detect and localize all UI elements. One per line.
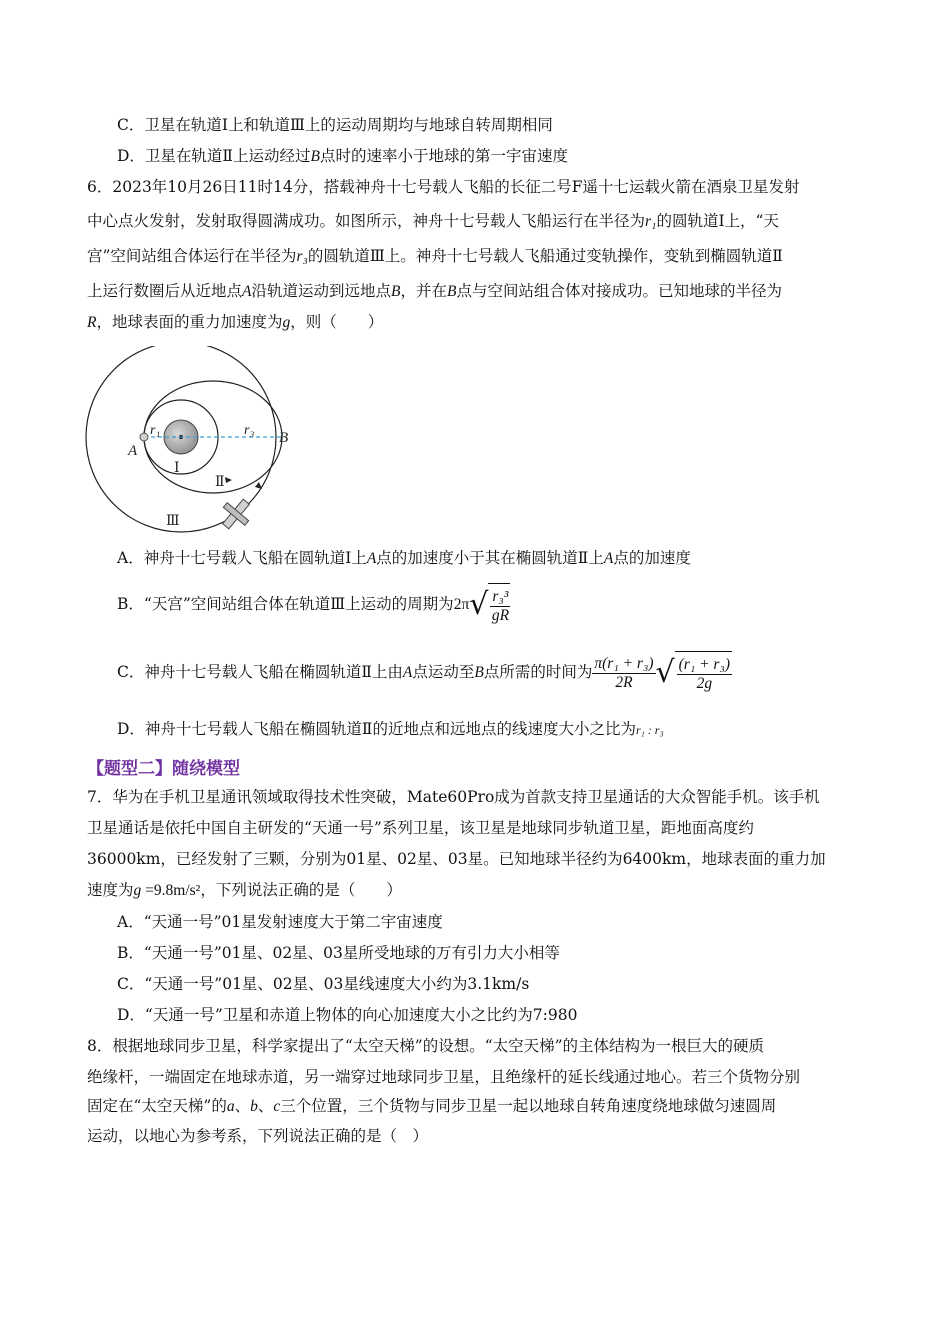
q7-stem-line3: 36000km，已经发射了三颗，分别为01星、02星、03星。已知地球半径约为6400km，地球表面的重力加 <box>87 850 826 868</box>
label-orbit-i: Ⅰ <box>174 460 180 476</box>
q6-option-d-text: D．神舟十七号载人飞船在椭圆轨道Ⅱ的近地点和远地点的线速度大小之比为 <box>117 720 636 738</box>
q8-stem-text: 、 <box>257 1097 274 1115</box>
q6-option-b-text: B．“天宫”空间站组合体在轨道Ⅲ上运动的周期为 <box>117 595 454 613</box>
label-b: B <box>279 430 289 446</box>
q6-option-c-fraction-2 <box>677 656 732 693</box>
q6-option-c <box>117 650 732 696</box>
q7-option-b: B．“天通一号”01星、02星、03星所受地球的万有引力大小相等 <box>117 944 560 962</box>
orbit-diagram <box>84 346 304 536</box>
q8-var: c <box>273 1098 281 1115</box>
q6-stem-text: ，并在 <box>400 282 447 300</box>
q8-stem-text: 三个位置，三个货物与同步卫星一起以地球自转角速度绕地球做匀速圆周 <box>280 1097 777 1115</box>
orbit-iii-arrow-icon <box>255 482 262 489</box>
fraction-numerator: r₃³ <box>492 588 509 605</box>
q6-stem-text: 点与空间站组合体对接成功。已知地球的半径为 <box>456 282 782 300</box>
q6-stem-line2 <box>87 211 779 232</box>
q6-var: B <box>446 283 457 300</box>
q7-option-c: C．“天通一号”01星、02星、03星线速度大小约为3.1km/s <box>117 975 530 993</box>
q6-stem-text: 的圆轨道Ⅲ上。神舟十七号载人飞船通过变轨操作，变轨到椭圆轨道Ⅱ <box>307 247 783 265</box>
q7-stem-line2: 卫星通话是依托中国自主研发的“天通一号”系列卫星，该卫星是地球同步轨道卫星，距地面高度约 <box>87 819 754 837</box>
fraction-denominator: 2g <box>696 675 713 692</box>
q6-option-d <box>117 719 664 740</box>
q8-var: b <box>250 1098 258 1115</box>
q6-stem-text: ，则（ ） <box>290 313 384 331</box>
q8-stem-line3 <box>87 1096 776 1117</box>
q6-stem-line3 <box>87 246 783 267</box>
q8-stem-line4: 运动，以地心为参考系，下列说法正确的是（ ） <box>87 1127 429 1145</box>
sqrt-icon: √ <box>469 587 489 622</box>
label-orbit-iii: Ⅲ <box>166 513 180 529</box>
orbit-ii-arrow-icon <box>225 477 232 483</box>
q5-option-d-text-2: 点时的速率小于地球的第一宇宙速度 <box>319 147 568 165</box>
q6-var: R <box>87 314 97 331</box>
fraction-denominator: 2R <box>615 673 633 691</box>
q6-var: A <box>603 550 614 567</box>
q6-stem-line5 <box>87 312 383 333</box>
q6-stem-text: ，地球表面的重力加速度为 <box>96 313 283 331</box>
q6-option-b-coef: 2π <box>453 596 470 613</box>
q6-option-c-text: 点运动至 <box>412 663 475 681</box>
label-orbit-ii: Ⅱ <box>215 474 225 490</box>
q6-var: A <box>402 664 413 681</box>
q8-stem-line1: 8．根据地球同步卫星，科学家提出了“太空天梯”的设想。“太空天梯”的主体结构为一根巨大的硬质 <box>87 1037 765 1055</box>
q7-stem-line1: 7．华为在手机卫星通讯领域取得技术性突破，Mate60Pro成为首款支持卫星通话的大众智能手机。该手机 <box>87 788 820 806</box>
q8-stem-line2: 绝缘杆，一端固定在地球赤道，另一端穿过地球同步卫星，且绝缘杆的延长线通过地心。若三个货物分别 <box>87 1068 801 1086</box>
q8-stem-text: 固定在“太空天梯”的 <box>87 1097 227 1115</box>
q6-option-a-text: A．神舟十七号载人飞船在圆轨道Ⅰ上 <box>117 549 367 567</box>
q6-var-r1: r₁ <box>645 213 657 230</box>
space-station-icon <box>215 493 257 536</box>
label-r1: r₁ <box>150 423 161 438</box>
q8-stem-text: 、 <box>234 1097 251 1115</box>
q6-option-c-text: C．神舟十七号载人飞船在椭圆轨道Ⅱ上由 <box>117 663 403 681</box>
label-a: A <box>128 443 138 459</box>
q6-option-a-text: 点的加速度小于其在椭圆轨道Ⅱ上 <box>376 549 604 567</box>
q6-var: B <box>474 664 484 681</box>
q6-stem-line4 <box>87 281 782 302</box>
q6-stem-text: 中心点火发射，发射取得圆满成功。如图所示，神舟十七号载人飞船运行在半径为 <box>87 212 646 230</box>
q6-option-d-ratio: r₁ : r₃ <box>635 723 664 737</box>
label-r3: r₃ <box>244 423 255 438</box>
q6-option-b-fraction <box>490 588 510 625</box>
q7-stem-text: 速度为 <box>87 881 134 899</box>
fraction-numerator: (r₁ + r₃) <box>678 656 731 673</box>
point-a-marker <box>140 433 148 441</box>
q6-option-b <box>117 582 510 628</box>
fraction-denominator: gR <box>491 607 510 624</box>
q6-var: A <box>242 283 252 300</box>
q6-stem-line1: 6．2023年10月26日11时14分，搭载神舟十七号载人飞船的长征二号F遥十七运载火箭在酒泉卫星发射 <box>87 178 800 196</box>
q7-var-g: g <box>133 882 142 899</box>
q5-option-d <box>117 146 568 167</box>
q7-stem-text: ，下列说法正确的是（ ） <box>200 881 402 899</box>
q7-option-d: D．“天通一号”卫星和赤道上物体的向心加速度大小之比约为7:980 <box>117 1006 578 1024</box>
q5-option-d-text: D．卫星在轨道Ⅱ上运动经过 <box>117 147 311 165</box>
q6-option-a-text: 点的加速度 <box>613 549 691 567</box>
q5-option-d-var: B <box>310 148 320 165</box>
q6-var: A <box>366 550 377 567</box>
q6-var: B <box>391 283 401 300</box>
fraction-numerator: π(r₁ + r₃) <box>594 654 654 672</box>
q6-var: g <box>282 314 291 331</box>
q6-stem-text: 宫”空间站组合体运行在半径为 <box>87 247 297 265</box>
q7-stem-line4 <box>87 880 402 901</box>
q6-option-c-fraction-1 <box>592 655 655 692</box>
q6-option-a <box>117 548 691 569</box>
q7-gravity-value: =9.8m/s² <box>141 882 201 899</box>
q7-option-a: A．“天通一号”01星发射速度大于第二宇宙速度 <box>117 913 443 931</box>
q6-stem-text: 上运行数圈后从近地点 <box>87 282 243 300</box>
q8-var: a <box>226 1098 235 1115</box>
q6-var-r3: r₃ <box>296 248 308 265</box>
section-heading: 【题型二】随绕模型 <box>87 759 240 779</box>
sqrt-icon: √ <box>655 655 675 690</box>
q6-stem-text: 的圆轨道Ⅰ上，“天 <box>656 212 779 230</box>
q6-option-c-text: 点所需的时间为 <box>483 663 593 681</box>
q5-option-c: C．卫星在轨道Ⅰ上和轨道Ⅲ上的运动周期均与地球自转周期相同 <box>117 116 553 134</box>
q6-stem-text: 沿轨道运动到远地点 <box>251 282 391 300</box>
